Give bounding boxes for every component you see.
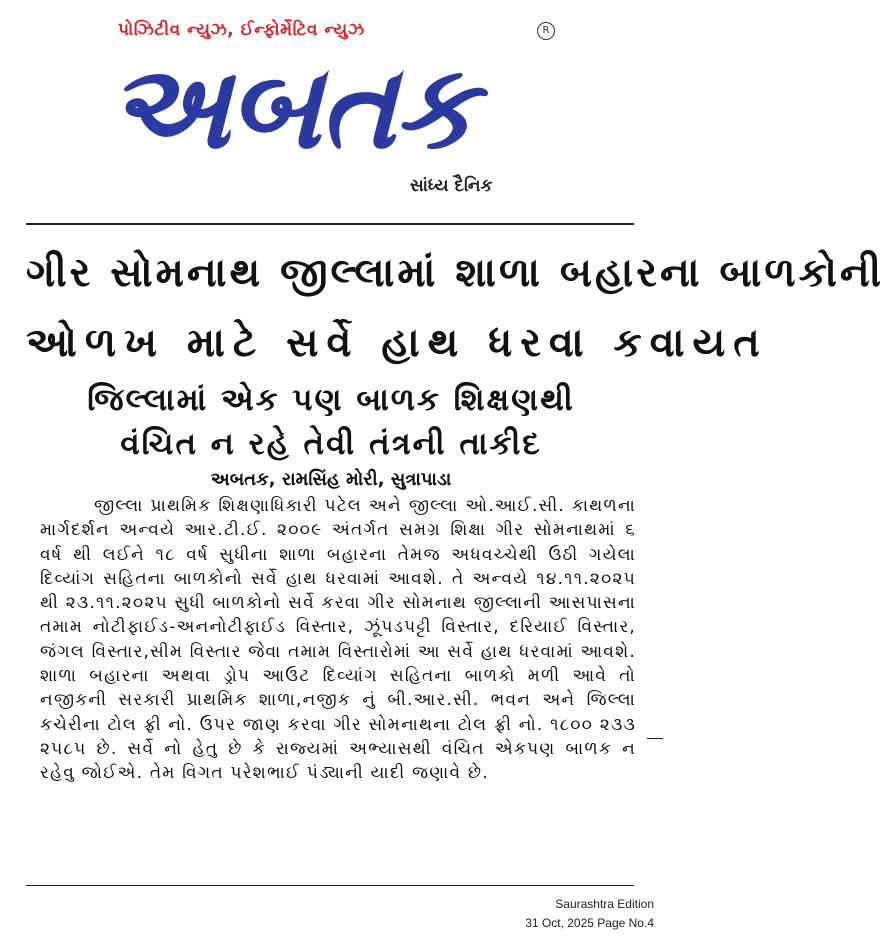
margin-mark [647,738,663,739]
edition-label: Saurashtra Edition [555,897,654,911]
masthead-subbrand: સાંધ્ય દૈનિક [410,176,493,196]
subheadline-line-1: જિલ્લામાં એક પણ બાળક શિક્ષણથી [87,382,575,418]
masthead-tagline: પોઝિટીવ ન્યુઝ, ઈન્ફોર્મેટિવ ન્યુઝ [118,20,365,40]
registered-mark-icon: R [537,22,555,40]
headline-line-1: ગીર સોમનાથ જીલ્લામાં શાળા બહારના બાળકોની [26,250,884,296]
headline-line-2: ઓળખ માટે સર્વે હાથ ધરવા કવાયત [26,320,768,366]
bottom-divider [26,885,634,886]
article-body [40,494,636,884]
subheadline-line-2: વંચિત ન રહે તેવી તંત્રની તાકીદ [120,426,542,462]
top-divider [26,223,634,225]
masthead [0,0,663,210]
article-paragraph: જીલ્લા પ્રાથમિક શિક્ષણાધિકારી પટેલ અને જીલ્લા ઓ.આઈ.સી. કાથળના માર્ગદર્શન અન્વયે આર.ટી.ઈ. ૨૦૦૯ અંતર્ગત સમગ્ર શિક્ષા ગીર સોમનાથમાં ૬ વર્ષ થી લઈને ૧૮ વર્ષ સુધીના શાળા બહારના તેમજ અધવચ્ચેથી ઉઠી ગયેલા દિવ્યાંગ સહિતના બાળકોનો સર્વે હાથ ધરવામાં આવશે. તે અન્વયે ૧૪.૧૧.૨૦૨૫ થી ૨૩.૧૧.૨૦૨૫ સુધી બાળકોનો સર્વે કરવા ગીર સોમનાથ જીલ્લાની આસપાસના તમામ નોટીફાઈડ-અનનોટીફાઈડ વિસ્તાર, ઝૂંપડપટ્ટી વિસ્તાર, દરિયાઈ વિસ્તાર, જંગલ વિસ્તાર,સીમ વિસ્તાર જેવા તમામ વિસ્તારોમાં આ સર્વે હાથ ધરવામાં આવશે. શાળા બહારના અથવા ડ્રોપ આઉટ દિવ્યાંગ સહિતના બાળકો મળી આવે તો નજીકની સરકારી પ્રાથમિક શાળા,નજીક નું બી.આર.સી. ભવન અને જિલ્લા કચેરીના ટોલ ફ્રી નો. ઉપર જાણ કરવા ગીર સોમનાથના ટોલ ફ્રી નો. ૧૮૦૦ ૨૩૩ ૨૫૮૫ છે. સર્વે નો હેતુ છે કે રાજ્યમાં અભ્યાસથી વંચિત એકપણ બાળક ન રહેવુ જોઈએ. તેમ વિગત પરેશભાઈ પંડ્યાની યાદી જણાવે છે. [40,496,636,784]
page-info: 31 Oct, 2025 Page No.4 [525,916,654,930]
newspaper-logo: અબતક [108,40,475,175]
article-byline: અબતક, રામસિંહ મોરી, સુત્રાપાડા [210,469,452,490]
